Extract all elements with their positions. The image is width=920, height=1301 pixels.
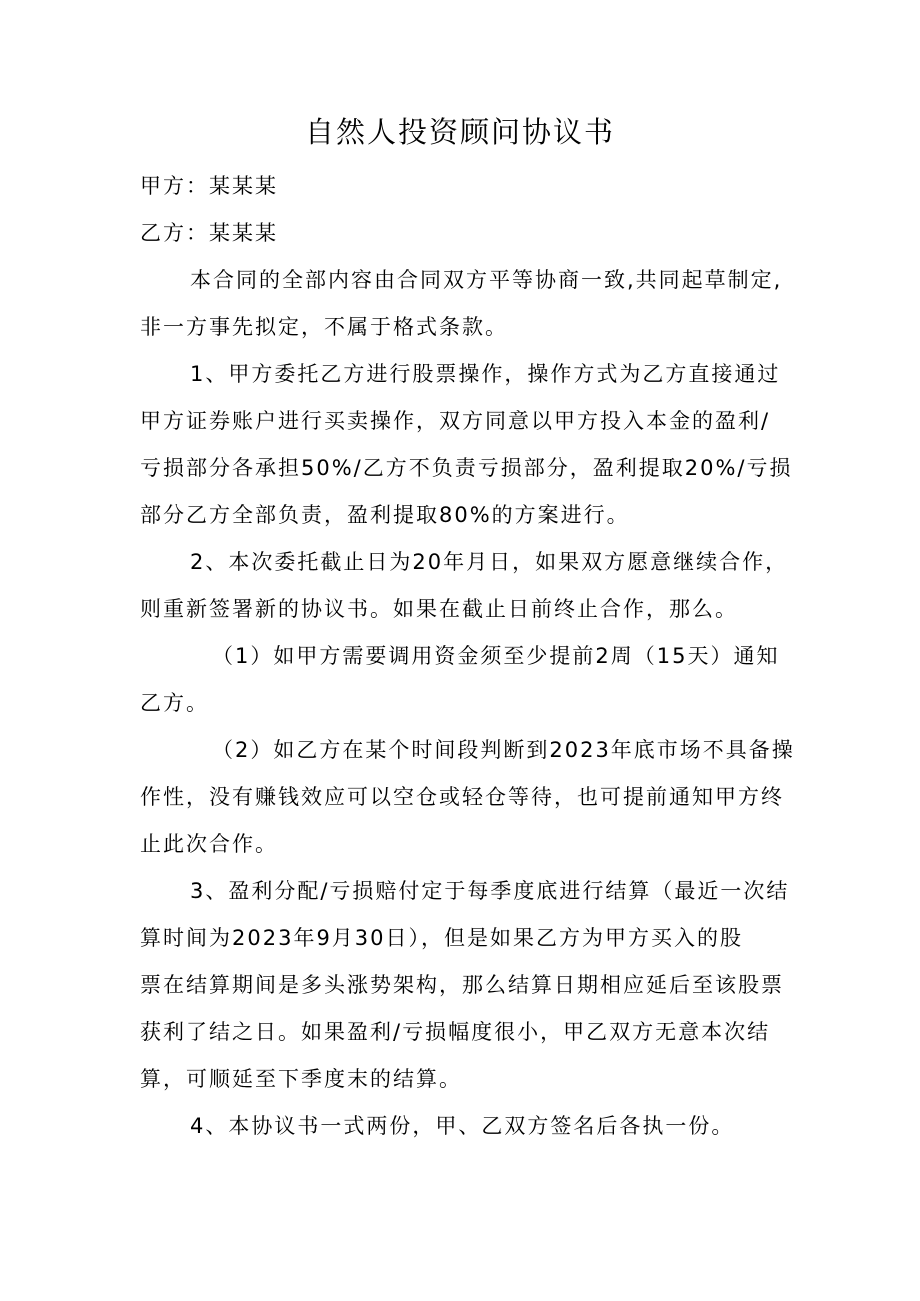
clause-3-line: 获利了结之日。如果盈利/亏损幅度很小，甲乙双方无意本次结 (140, 1020, 771, 1044)
clause-4 (140, 1103, 785, 1150)
party-a: 甲方：某某某 (140, 174, 278, 198)
clause-2-2-line: （2）如乙方在某个时间段判断到2023年底市场不具备操 (212, 738, 795, 762)
clause-2-2-line: 作性，没有赚钱效应可以空仓或轻仓等待，也可提前通知甲方终 (140, 785, 784, 809)
clause-2 (140, 539, 789, 633)
clause-1-line: 甲方证券账户进行买卖操作，双方同意以甲方投入本金的盈利/ (140, 409, 771, 433)
clause-2-line: 2、本次委托截止日为20年月日，如果双方愿意继续合作， (190, 550, 789, 574)
clause-2-1-line: （1）如甲方需要调用资金须至少提前2周（15天）通知 (212, 644, 780, 668)
document-body (140, 163, 795, 1150)
clause-3-line: 算，可顺延至下季度末的结算。 (140, 1067, 462, 1091)
clause-2-1 (140, 633, 785, 727)
clause-2-2-line: 止此次合作。 (140, 832, 278, 856)
document-title: 自然人投资顾问协议书 (304, 115, 615, 149)
clause-3 (140, 868, 790, 1103)
clause-1-line: 亏损部分各承担50%/乙方不负责亏损部分，盈利提取20%/亏损 (140, 456, 793, 480)
intro-paragraph (140, 257, 785, 351)
clause-3-line: 票在结算期间是多头涨势架构，那么结算日期相应延后至该股票 (140, 973, 784, 997)
clause-1-line: 1、甲方委托乙方进行股票操作，操作方式为乙方直接通过 (190, 362, 781, 386)
clause-2-2 (140, 727, 795, 868)
clause-4-line: 4、本协议书一式两份，甲、乙双方签名后各执一份。 (190, 1114, 735, 1138)
clause-1-line: 部分乙方全部负责，盈利提取80%的方案进行。 (140, 503, 630, 527)
clause-1 (140, 351, 793, 539)
clause-3-line: 3、盈利分配/亏损赔付定于每季度底进行结算（最近一次结 (190, 879, 790, 903)
clause-2-1-line: 乙方。 (140, 691, 209, 715)
intro-line: 本合同的全部内容由合同双方平等协商一致,共同起草制定, (190, 268, 783, 292)
clause-3-line: 算时间为2023年9月30日），但是如果乙方为甲方买入的股 (140, 926, 744, 950)
party-b: 乙方：某某某 (140, 221, 278, 245)
intro-line: 非一方事先拟定，不属于格式条款。 (140, 315, 508, 339)
clause-2-line: 则重新签署新的协议书。如果在截止日前终止合作，那么。 (140, 597, 738, 621)
